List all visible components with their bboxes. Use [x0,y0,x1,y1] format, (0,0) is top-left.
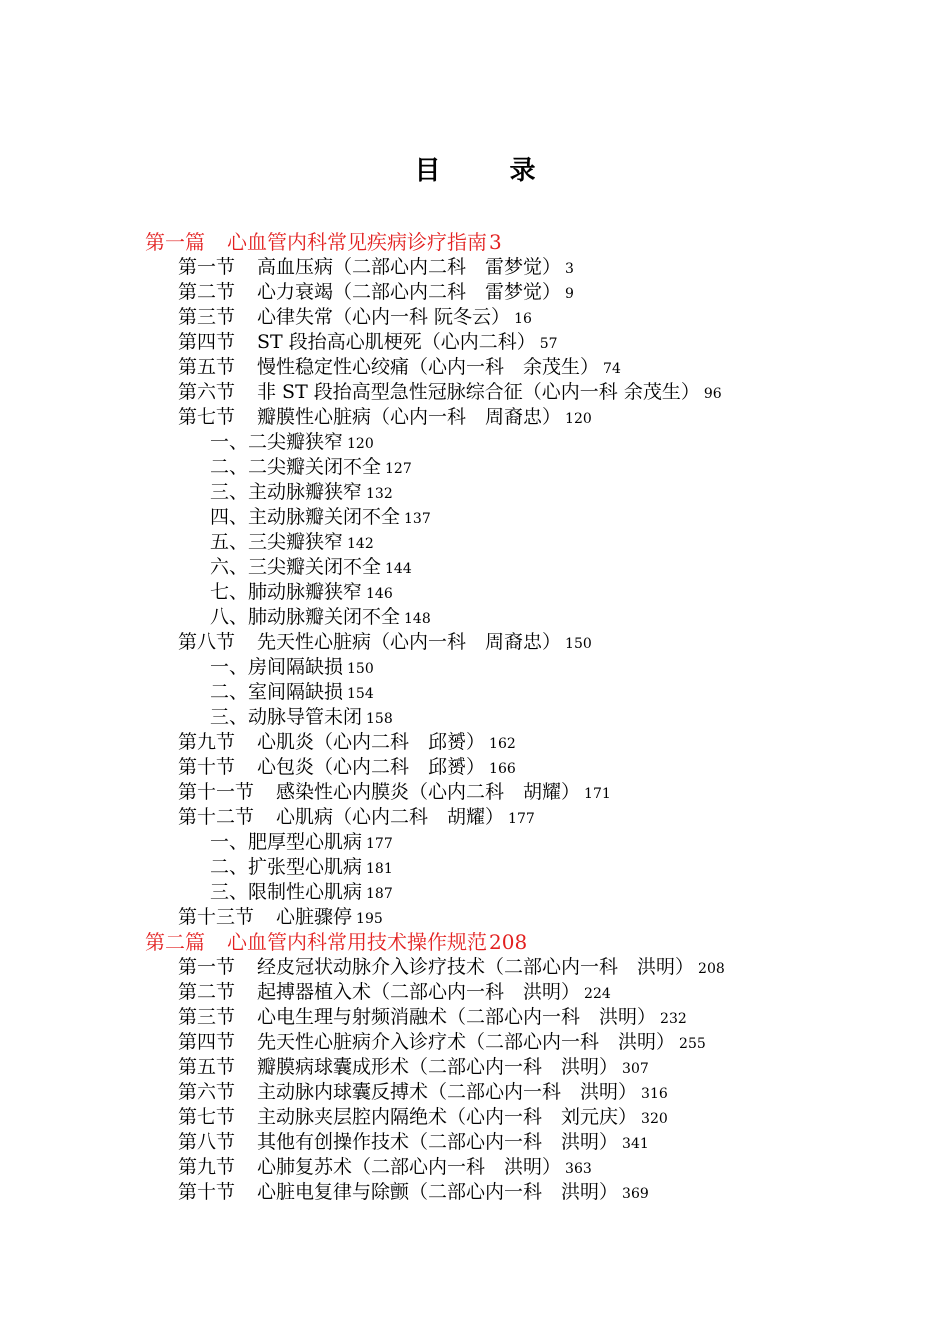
toc-entry-section[interactable] [0,405,950,430]
toc-entry-page: 137 [404,511,431,527]
toc-entry-sub[interactable] [0,505,950,530]
toc-entry-title: 心肌炎（心内二科 邱赟） [257,731,486,753]
toc-entry-page: 120 [347,436,374,452]
toc-entry-title: 二、室间隔缺损 [210,681,344,703]
toc-entry-title: 主动脉夹层腔内隔绝术（心内一科 刘元庆） [257,1106,638,1128]
toc-entry-section[interactable] [0,630,950,655]
toc-entry-title: 非 ST 段抬高型急性冠脉综合征（心内一科 余茂生） [257,381,700,403]
toc-entry-title: 心血管内科常用技术操作规范 [227,930,487,954]
toc-entry-sub[interactable] [0,830,950,855]
toc-entry-part[interactable] [0,230,950,255]
toc-entry-page: 144 [385,561,412,577]
toc-entry-part[interactable] [0,930,950,955]
toc-entry-title: 一、房间隔缺损 [210,656,344,678]
toc-entry-page: 146 [366,586,393,602]
toc-entry-title: 心肌病（心内二科 胡耀） [276,806,505,828]
toc-entry-title: 瓣膜病球囊成形术（二部心内一科 洪明） [257,1056,619,1078]
toc-entry-page: 3 [489,230,502,254]
toc-entry-title: 三、动脉导管未闭 [210,706,363,728]
toc-entry-page: 150 [347,661,374,677]
toc-entry-title: 感染性心内膜炎（心内二科 胡耀） [276,781,581,803]
toc-entry-number: 第十节 [178,756,236,778]
toc-entry-number: 第二篇 [145,930,205,954]
toc-entry-title: 四、主动脉瓣关闭不全 [210,506,401,528]
toc-entry-title: 三、主动脉瓣狭窄 [210,481,363,503]
toc-entry-number: 第八节 [178,631,236,653]
toc-entry-number: 第九节 [178,1156,236,1178]
toc-entry-section[interactable] [0,1105,950,1130]
toc-entry-page: 166 [489,761,516,777]
toc-entry-section[interactable] [0,255,950,280]
toc-entry-page: 363 [565,1161,592,1177]
toc-entry-number: 第八节 [178,1131,236,1153]
toc-entry-title: 心电生理与射频消融术（二部心内一科 洪明） [257,1006,657,1028]
toc-entry-page: 320 [641,1111,668,1127]
toc-entry-title: 三、限制性心肌病 [210,881,363,903]
toc-entry-title: ST 段抬高心肌梗死（心内二科） [257,331,536,353]
toc-entry-section[interactable] [0,355,950,380]
page-title: 目 录 [414,156,566,186]
toc-entry-page: 171 [584,786,611,802]
toc-entry-number: 第三节 [178,306,236,328]
toc-entry-section[interactable] [0,1080,950,1105]
toc-entry-page: 74 [603,361,621,377]
toc-entry-number: 第二节 [178,981,236,1003]
toc-entry-title: 六、三尖瓣关闭不全 [210,556,382,578]
toc-entry-title: 七、肺动脉瓣狭窄 [210,581,363,603]
toc-entry-number: 第十二节 [178,806,255,828]
toc-entry-section[interactable] [0,1155,950,1180]
toc-entry-page: 187 [366,886,393,902]
toc-entry-title: 二、二尖瓣关闭不全 [210,456,382,478]
toc-entry-title: 主动脉内球囊反搏术（二部心内一科 洪明） [257,1081,638,1103]
toc-entry-section[interactable] [0,1030,950,1055]
toc-entry-title: 高血压病（二部心内二科 雷梦觉） [257,256,562,278]
toc-entry-section[interactable] [0,780,950,805]
toc-entry-number: 第六节 [178,1081,236,1103]
toc-entry-section[interactable] [0,380,950,405]
toc-entry-page: 181 [366,861,393,877]
toc-entry-sub[interactable] [0,855,950,880]
toc-entry-title: 慢性稳定性心绞痛（心内一科 余茂生） [257,356,600,378]
toc-entry-number: 第二节 [178,281,236,303]
toc-entry-number: 第四节 [178,331,236,353]
toc-entry-number: 第七节 [178,406,236,428]
toc-entry-page: 148 [404,611,431,627]
toc-entry-section[interactable] [0,330,950,355]
toc-entry-sub[interactable] [0,530,950,555]
toc-entry-page: 224 [584,986,611,1002]
toc-entry-page: 127 [385,461,412,477]
toc-entry-page: 316 [641,1086,668,1102]
toc-entry-sub[interactable] [0,480,950,505]
toc-entry-number: 第九节 [178,731,236,753]
toc-entry-section[interactable] [0,1055,950,1080]
toc-entry-number: 第一篇 [145,230,205,254]
toc-entry-section[interactable] [0,730,950,755]
toc-entry-title: 瓣膜性心脏病（心内一科 周裔忠） [257,406,562,428]
toc-entry-title: 五、三尖瓣狭窄 [210,531,344,553]
toc-entry-sub[interactable] [0,555,950,580]
toc-entry-section[interactable] [0,1005,950,1030]
toc-entry-number: 第五节 [178,1056,236,1078]
toc-entry-page: 158 [366,711,393,727]
toc-entry-section[interactable] [0,805,950,830]
toc-entry-title: 先天性心脏病介入诊疗术（二部心内一科 洪明） [257,1031,676,1053]
toc-entry-page: 3 [565,261,574,277]
toc-entry-number: 第一节 [178,256,236,278]
toc-entry-number: 第十节 [178,1181,236,1203]
toc-entry-sub[interactable] [0,680,950,705]
toc-entry-section[interactable] [0,280,950,305]
toc-entry-title: 八、肺动脉瓣关闭不全 [210,606,401,628]
toc-entry-page: 96 [703,386,722,402]
toc-entry-section[interactable] [0,1130,950,1155]
toc-entry-page: 9 [565,286,574,302]
toc-entry-number: 第六节 [178,381,236,403]
toc-entry-title: 心肺复苏术（二部心内一科 洪明） [257,1156,562,1178]
toc-entry-number: 第五节 [178,356,236,378]
toc-entry-page: 232 [660,1011,687,1027]
toc-entry-page: 195 [356,911,383,927]
toc-entry-number: 第十三节 [178,906,255,928]
toc-entry-title: 先天性心脏病（心内一科 周裔忠） [257,631,562,653]
toc-entry-title: 心脏骤停 [276,906,353,928]
table-of-contents [0,230,950,1205]
toc-entry-sub[interactable] [0,430,950,455]
toc-entry-sub[interactable] [0,455,950,480]
toc-entry-page: 162 [489,736,516,752]
toc-entry-page: 142 [347,536,374,552]
toc-entry-page: 154 [347,686,374,702]
toc-entry-number: 第十一节 [178,781,255,803]
toc-entry-section[interactable] [0,980,950,1005]
toc-entry-page: 369 [622,1186,649,1202]
toc-entry-section[interactable] [0,1180,950,1205]
toc-entry-page: 57 [539,336,558,352]
toc-entry-page: 208 [489,930,528,954]
toc-entry-title: 心律失常（心内一科 阮冬云） [257,306,511,328]
toc-entry-number: 第三节 [178,1006,236,1028]
toc-entry-page: 120 [565,411,592,427]
toc-entry-section[interactable] [0,955,950,980]
toc-entry-page: 177 [508,811,535,827]
toc-entry-sub[interactable] [0,880,950,905]
toc-entry-page: 208 [698,961,725,977]
toc-entry-title: 一、二尖瓣狭窄 [210,431,344,453]
toc-entry-number: 第一节 [178,956,236,978]
toc-entry-page: 341 [622,1136,649,1152]
toc-entry-title: 其他有创操作技术（二部心内一科 洪明） [257,1131,619,1153]
toc-entry-page: 307 [622,1061,649,1077]
toc-entry-page: 177 [366,836,393,852]
toc-entry-title: 心包炎（心内二科 邱赟） [257,756,486,778]
toc-entry-page: 150 [565,636,592,652]
toc-entry-page: 132 [366,486,393,502]
toc-entry-title: 一、肥厚型心肌病 [210,831,363,853]
toc-entry-number: 第四节 [178,1031,236,1053]
toc-entry-sub[interactable] [0,655,950,680]
toc-entry-sub[interactable] [0,605,950,630]
toc-entry-sub[interactable] [0,705,950,730]
toc-entry-title: 心脏电复律与除颤（二部心内一科 洪明） [257,1181,619,1203]
toc-entry-page: 16 [514,311,532,327]
toc-entry-sub[interactable] [0,580,950,605]
toc-entry-page: 255 [679,1036,706,1052]
toc-entry-section[interactable] [0,755,950,780]
toc-entry-title: 经皮冠状动脉介入诊疗技术（二部心内一科 洪明） [257,956,695,978]
toc-entry-title: 二、扩张型心肌病 [210,856,363,878]
toc-entry-section[interactable] [0,305,950,330]
toc-entry-title: 心力衰竭（二部心内二科 雷梦觉） [257,281,562,303]
toc-entry-title: 起搏器植入术（二部心内一科 洪明） [257,981,581,1003]
toc-entry-section[interactable] [0,905,950,930]
toc-entry-title: 心血管内科常见疾病诊疗指南 [227,230,487,254]
toc-entry-number: 第七节 [178,1106,236,1128]
